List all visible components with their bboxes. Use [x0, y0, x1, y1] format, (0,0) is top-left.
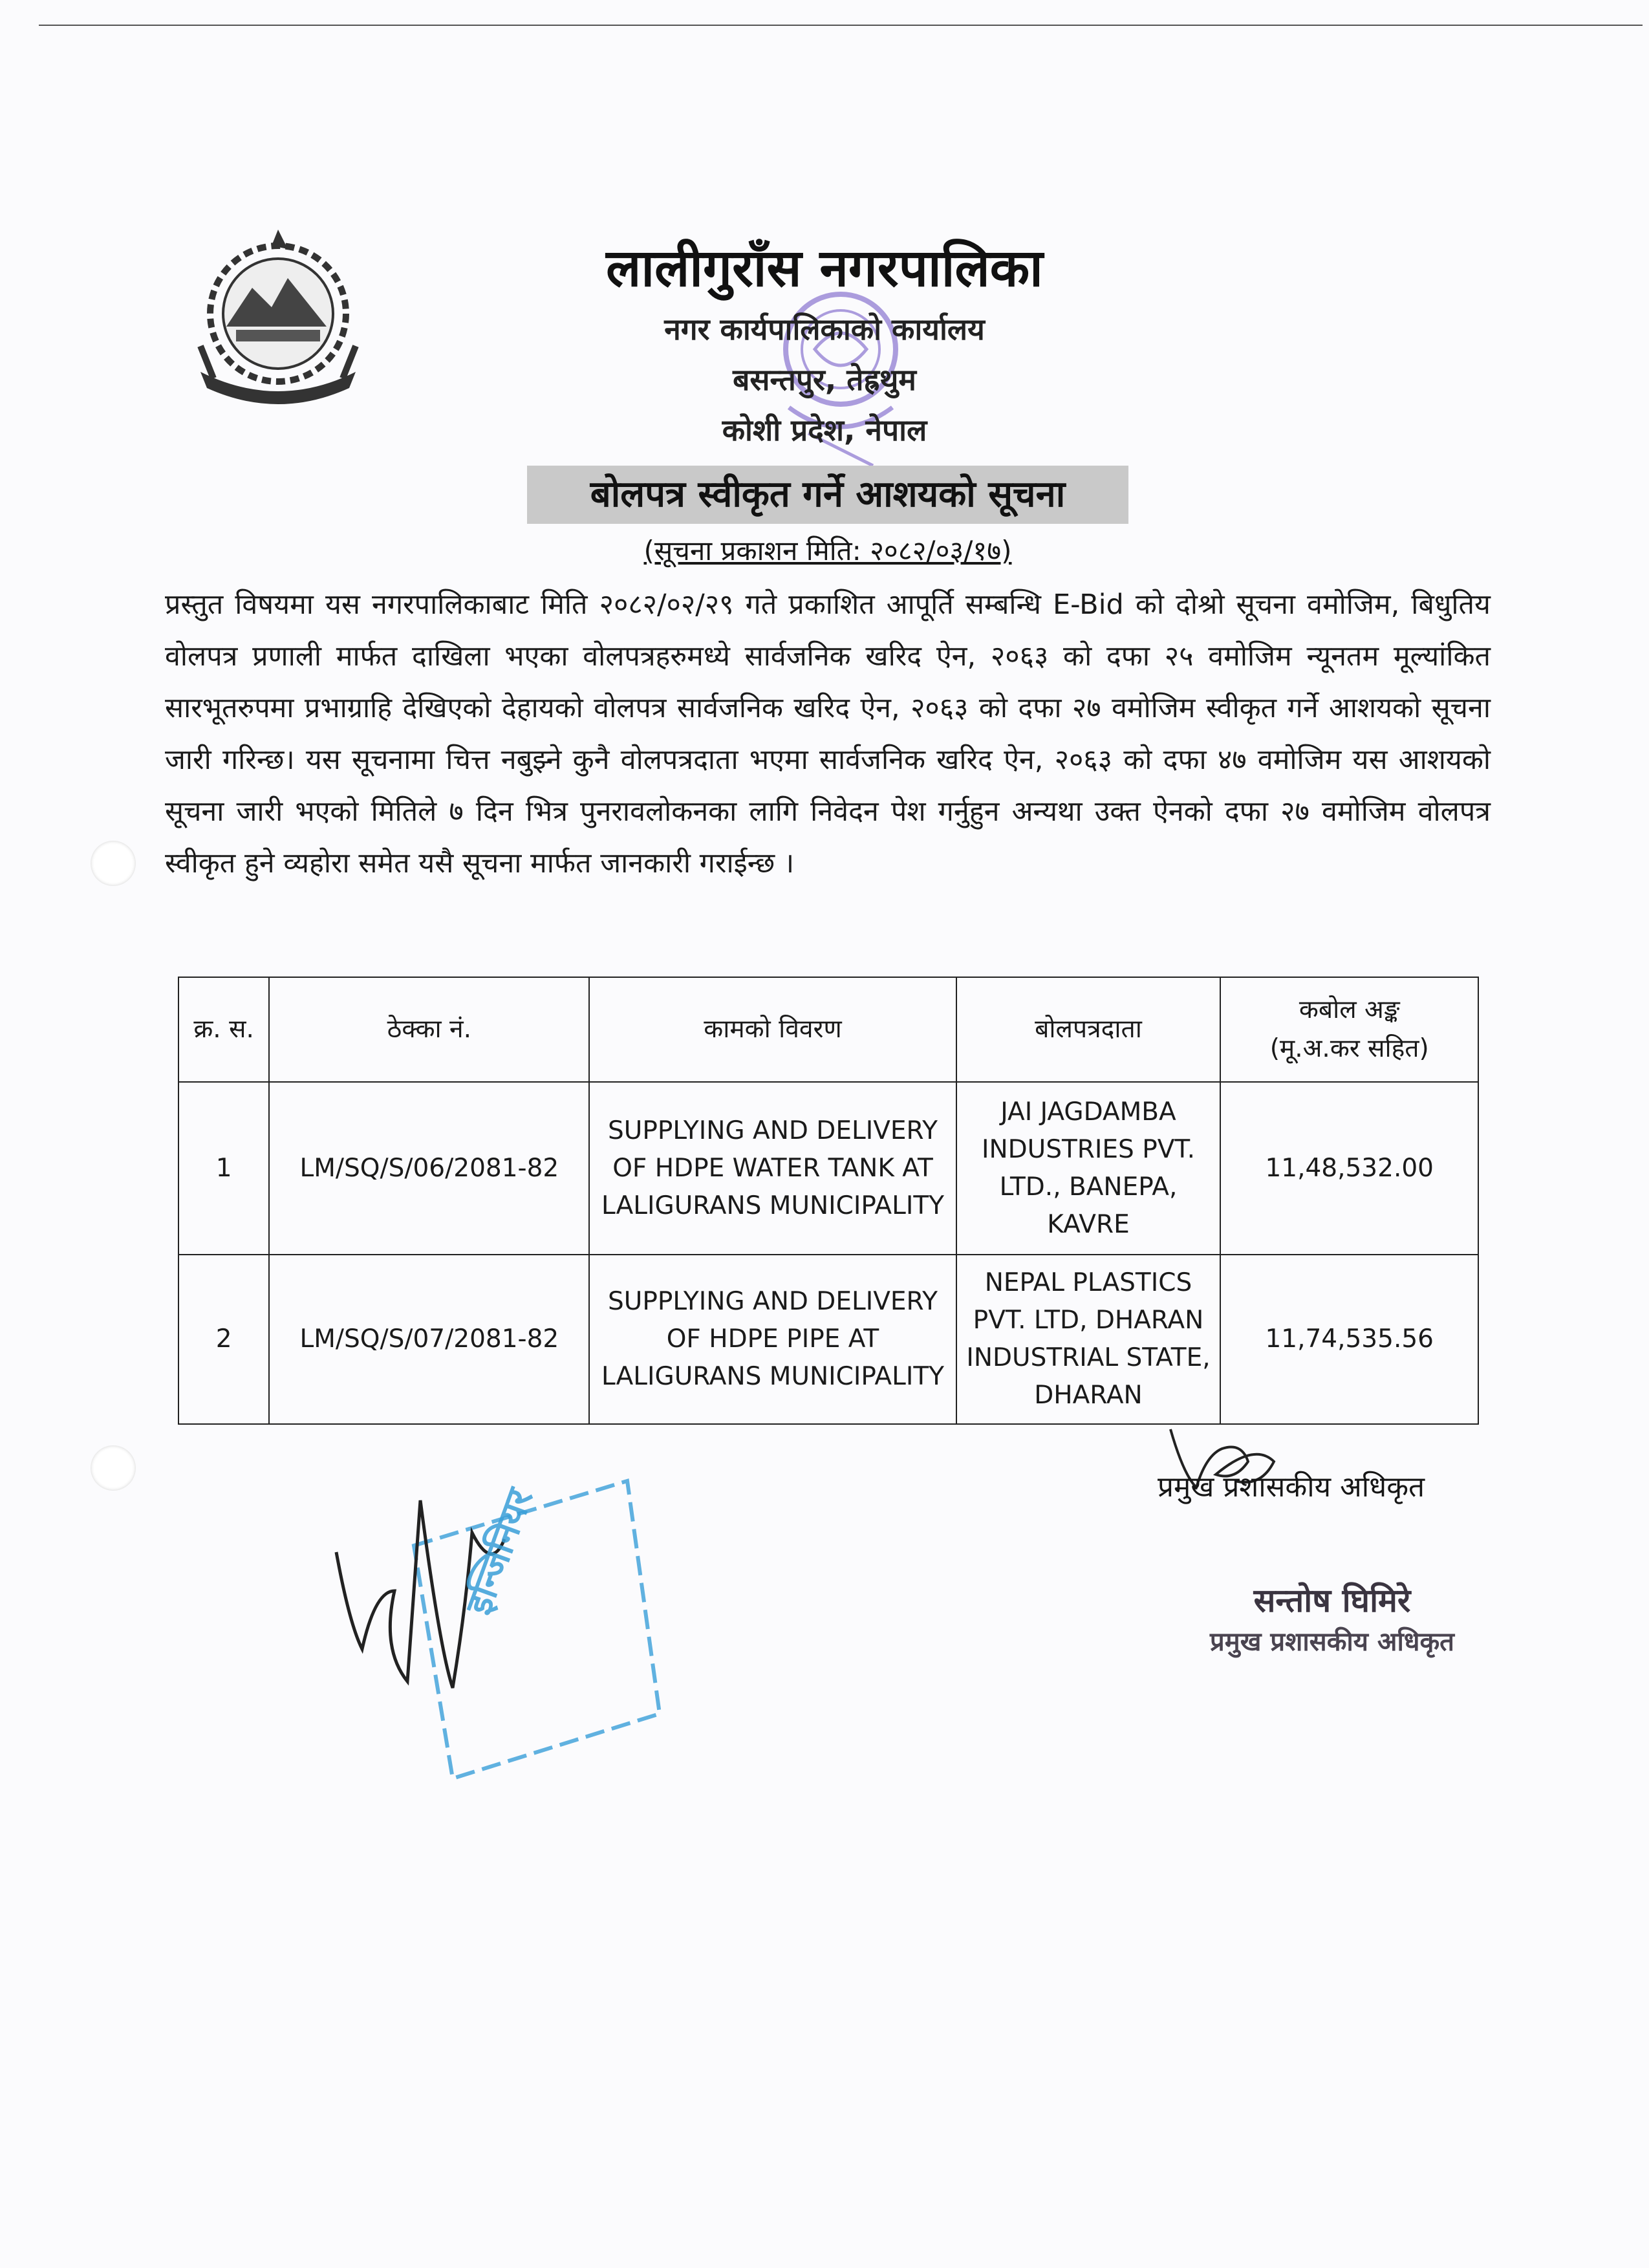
cell-sn: 1: [178, 1082, 269, 1255]
table-header-row: [178, 977, 1478, 1082]
admin-title: प्रमुख प्रशासकीय अधिकृत: [1158, 1471, 1425, 1504]
punch-hole-bottom: [91, 1445, 136, 1491]
header-sn: क्र. स.: [178, 977, 269, 1082]
letterhead: [414, 233, 1235, 455]
cell-bidder: JAI JAGDAMBA INDUSTRIES PVT. LTD., BANEPA, KAVRE: [956, 1082, 1221, 1255]
municipality-name: लालीगुराँस नगरपालिका: [606, 238, 1043, 298]
notice-title: बोलपत्र स्वीकृत गर्ने आशयको सूचना: [527, 466, 1128, 524]
notice-body: प्रस्तुत विषयमा यस नगरपालिकाबाट मिति २०८२/०२/२९ गते प्रकाशित आपूर्ति सम्बन्धि E-Bid को दोश्रो सूचना वमोजिम, बिधुतिय वोलपत्र प्रणाली मार्फत दाखिला भएका वोलपत्रहरुमध्ये सार्वजनिक खरिद ऐन, २०६३ को दफा २५ वमोजिम न्यूनतम मूल्यांकित सारभूतरुपमा प्रभाग्राहि देखिएको देहायको वोलपत्र सार्वजनिक खरिद ऐन, २०६३ को दफा २७ वमोजिम स्वीकृत गर्ने आशयको सूचना जारी गरिन्छ। यस सूचनामा चित्त नबुझ्ने कुनै वोलपत्रदाता भएमा सार्वजनिक खरिद ऐन, २०६३ को दफा ४७ वमोजिम यस आशयको सूचना जारी भएको मितिले ७ दिन भित्र पुनरावलोकनका लागि निवेदन पेश गर्नुहुन अन्यथा उक्त ऐनको दफा २७ वमोजिम वोलपत्र स्वीकृत हुने व्यहोरा समेत यसै सूचना मार्फत जानकारी गराईन्छ ।: [165, 589, 1491, 880]
address-line-2: कोशी प्रदेश, नेपाल: [722, 413, 927, 448]
cell-amount: 11,48,532.00: [1220, 1082, 1478, 1255]
address-line-1: बसन्तपुर, तेह्रथुम: [733, 362, 916, 397]
header-description: कामको विवरण: [589, 977, 956, 1082]
cell-amount: 11,74,535.56: [1220, 1255, 1478, 1424]
cell-bidder: NEPAL PLASTICS PVT. LTD, DHARAN INDUSTRIAL STATE, DHARAN: [956, 1255, 1221, 1424]
signer-title: प्रमुख प्रशासकीय अधिकृत: [1210, 1627, 1454, 1657]
office-name: नगर कार्यपालिकाको कार्यालय: [664, 312, 985, 347]
header-bidder: बोलपत्रदाता: [956, 977, 1221, 1082]
table-row: [178, 1082, 1478, 1255]
cell-contract-no: LM/SQ/S/07/2081-82: [269, 1255, 589, 1424]
signer-name: सन्तोष घिमिरे: [1253, 1582, 1411, 1619]
signer-block: [1170, 1578, 1494, 1661]
top-border-line: [39, 25, 1643, 26]
cell-description: SUPPLYING AND DELIVERY OF HDPE PIPE AT LALIGURANS MUNICIPALITY: [589, 1255, 956, 1424]
punch-hole-top: [91, 841, 136, 886]
cell-sn: 2: [178, 1255, 269, 1424]
cell-description: SUPPLYING AND DELIVERY OF HDPE WATER TANK AT LALIGURANS MUNICIPALITY: [589, 1082, 956, 1255]
nepal-emblem-icon: [175, 217, 382, 411]
header-contract-no: ठेक्का नं.: [269, 977, 589, 1082]
header-amount-line2: (मू.अ.कर सहित): [1269, 1034, 1429, 1063]
header-amount: [1220, 977, 1478, 1082]
publish-date: (सूचना प्रकाशन मिति: २०८२/०३/१७): [643, 535, 1012, 567]
engineer-stamp-label: इन्जिनियर: [457, 1483, 542, 1620]
bid-table: [178, 977, 1479, 1425]
cell-contract-no: LM/SQ/S/06/2081-82: [269, 1082, 589, 1255]
header-amount-line1: कबोल अङ्क: [1299, 995, 1400, 1024]
